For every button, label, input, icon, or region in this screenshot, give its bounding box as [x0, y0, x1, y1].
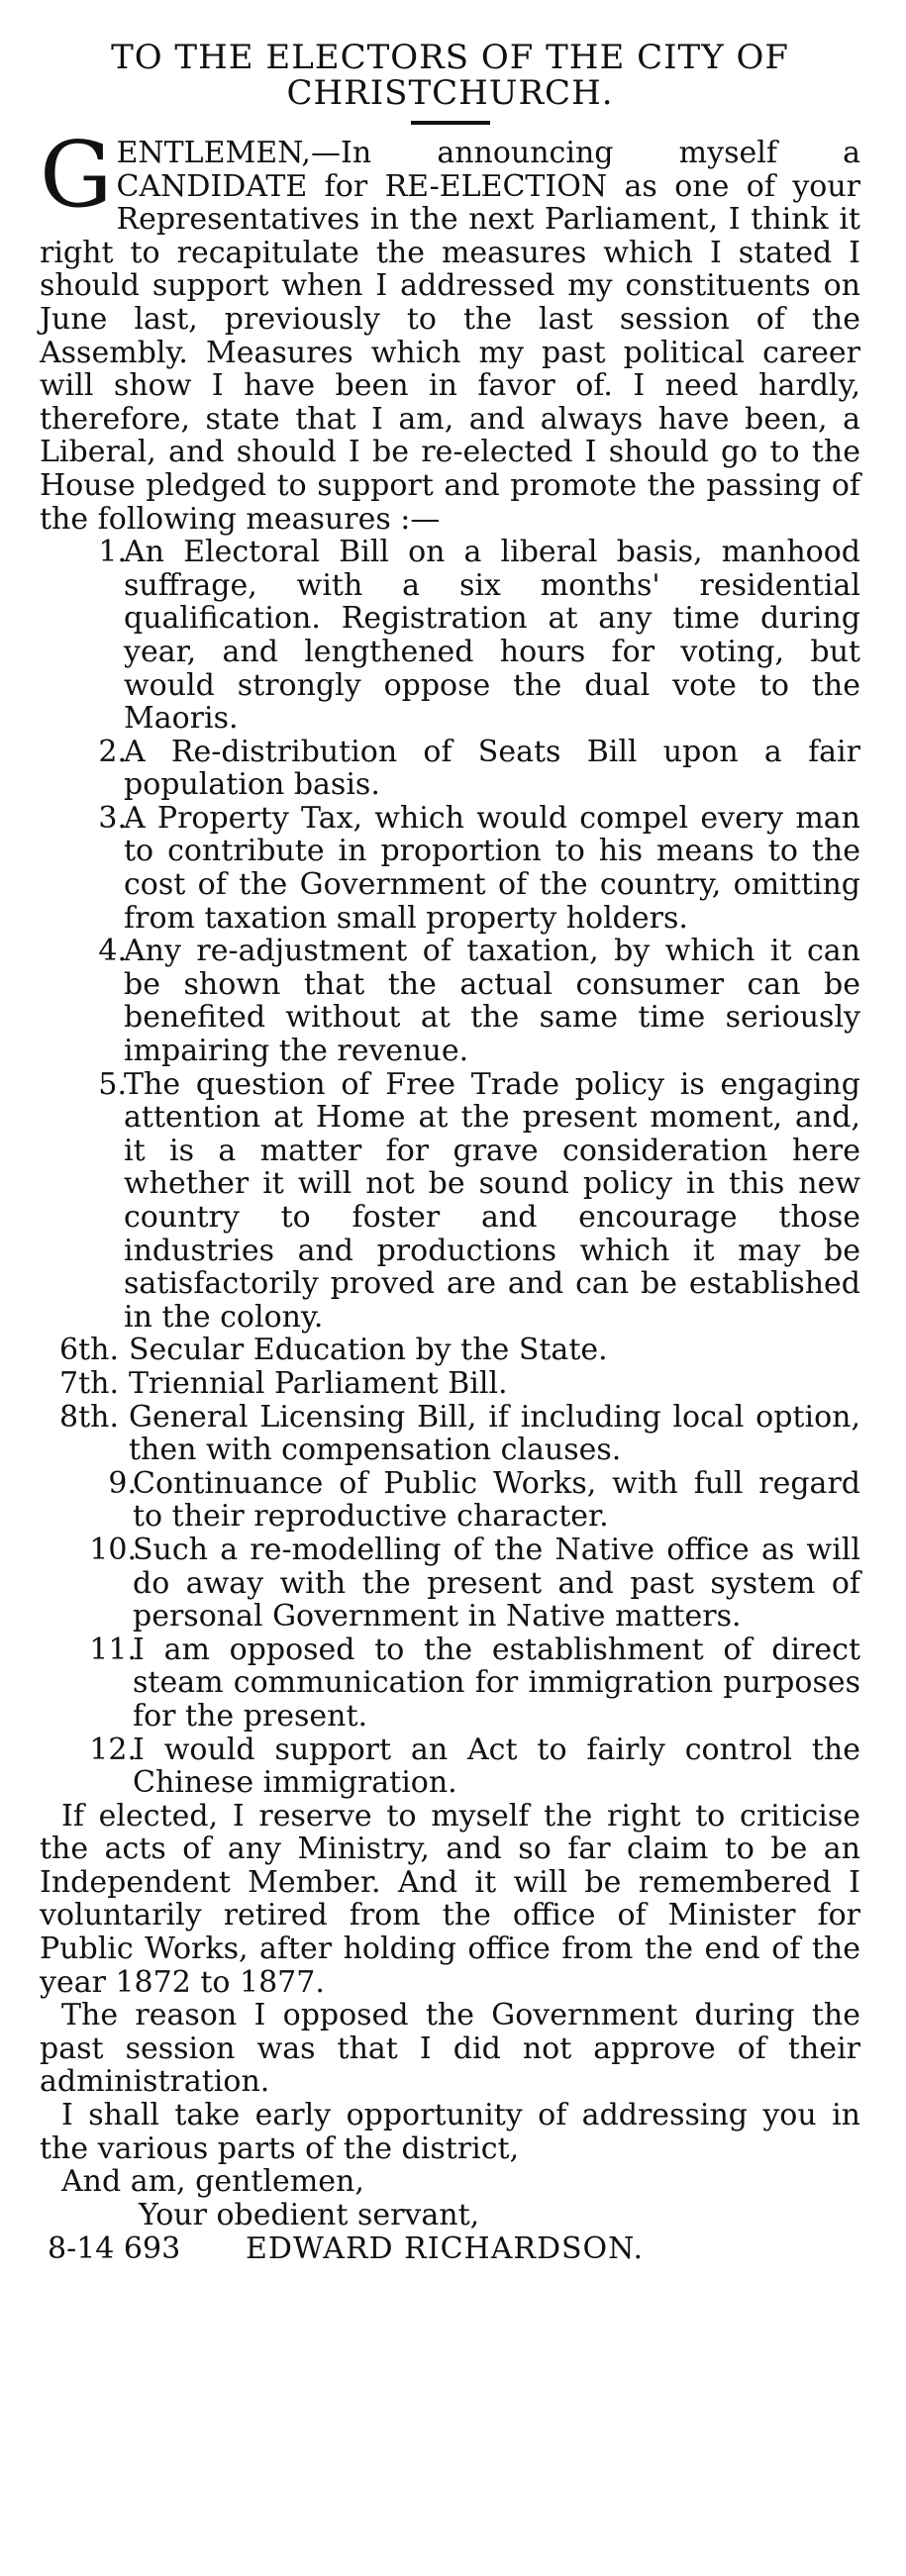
item-number: 2.	[98, 734, 127, 769]
item-number: 1.	[98, 535, 127, 570]
paragraph-addressing: I shall take early opportunity of addressing you in the various parts of the district,	[40, 2098, 860, 2166]
item-number: 4.	[98, 934, 127, 969]
list-item	[40, 935, 860, 1067]
intro-paragraph	[40, 122, 860, 537]
list-item	[40, 1367, 860, 1401]
item-number: 8th.	[59, 1399, 119, 1435]
item-text: I would support an Act to fairly control the Chinese immigration.	[133, 1732, 860, 1801]
measures-list	[40, 536, 860, 1800]
title-line-1: TO THE ELECTORS OF THE CITY OF	[111, 38, 789, 77]
closing-valediction: Your obedient servant,	[139, 2197, 480, 2232]
item-text: An Electoral Bill on a liberal basis, manhood suffrage, with a six months' residential qualification. Registration at any time during year, and lengthened hours for voting, but would strongly oppose the dual vote to the Maoris.	[124, 535, 860, 737]
advert-reference: 8-14 693	[48, 2231, 181, 2267]
item-number: 6th.	[59, 1333, 119, 1368]
list-item	[40, 736, 860, 802]
item-text: Triennial Parliament Bill.	[129, 1365, 508, 1401]
list-item	[40, 1068, 860, 1335]
list-item	[40, 1401, 860, 1467]
item-text: Secular Education by the State.	[129, 1333, 608, 1368]
item-text: A Property Tax, which would compel every man to contribute in proportion to his means to the cost of the Government of the country, omitting from taxation small property holders.	[124, 800, 860, 936]
item-number: 5.	[98, 1066, 127, 1102]
item-text: General Licensing Bill, if including local option, then with compensation clauses.	[129, 1399, 860, 1468]
item-text: I am opposed to the establishment of direct steam communication for immigration purposes for the present.	[133, 1632, 860, 1734]
item-text: Continuance of Public Works, with full regard to their reproductive character.	[133, 1465, 860, 1535]
list-item	[40, 536, 860, 736]
closing-block	[40, 2165, 860, 2231]
item-text: Any re-adjustment of taxation, by which it can be shown that the actual consumer can be benefited without at the same time seriously impairing the revenue.	[124, 934, 860, 1069]
paragraph-opposition: The reason I opposed the Government during the past session was that I did not approve of their administration.	[40, 1998, 860, 2100]
intro-text: ENTLEMEN,—In announcing myself a CANDIDATE for RE-ELECTION as one of your Representatives in the next Parliament, I think it right to recapitulate the measures which I stated I should support when I addressed my constituents on June last, previously to the last session of the Assembly. Measures which my past political career will show I have been in favor of. I need hardly, therefore, state that I am, and always have been, a Liberal, and should I be re-elected I should go to the House pledged to support and promote the passing of the following measures :—	[40, 136, 860, 537]
list-item	[40, 1334, 860, 1367]
list-item	[40, 1534, 860, 1634]
signature-line	[40, 2231, 860, 2267]
item-text: Such a re-modelling of the Native office as will do away with the present and past system of personal Government in Native matters.	[133, 1532, 860, 1635]
list-item	[40, 1734, 860, 1800]
item-number: 10.	[89, 1532, 137, 1567]
title-line-2: CHRISTCHURCH.	[286, 73, 614, 113]
item-number: 9.	[108, 1465, 137, 1501]
list-item	[40, 802, 860, 935]
closing-salutation: And am, gentlemen,	[61, 2164, 364, 2200]
item-text: A Re-distribution of Seats Bill upon a fair population basis.	[124, 734, 860, 803]
item-text: The question of Free Trade policy is engaging attention at Home at the present moment, and, it is a matter for grave consideration here whether it will not be sound policy in this new country to foster and encourage those industries and productions which it may be satisfactorily proved are and can be established in the colony.	[124, 1066, 860, 1335]
paragraph-independence: If elected, I reserve to myself the right to criticise the acts of any Ministry, and so far claim to be an Independent Member. And it will be remembered I voluntarily retired from the office of Minister for Public Works, after holding office from the end of the year 1872 to 1877.	[40, 1798, 860, 2000]
notice-title	[40, 40, 860, 111]
list-item	[40, 1634, 860, 1734]
title-divider	[411, 121, 490, 125]
item-number: 12.	[89, 1732, 137, 1767]
item-number: 3.	[98, 800, 127, 836]
signature: EDWARD RICHARDSON.	[246, 2231, 645, 2267]
item-number: 11.	[89, 1632, 137, 1667]
drop-cap: G	[40, 122, 113, 228]
item-number: 7th.	[59, 1365, 119, 1401]
list-item	[40, 1467, 860, 1534]
